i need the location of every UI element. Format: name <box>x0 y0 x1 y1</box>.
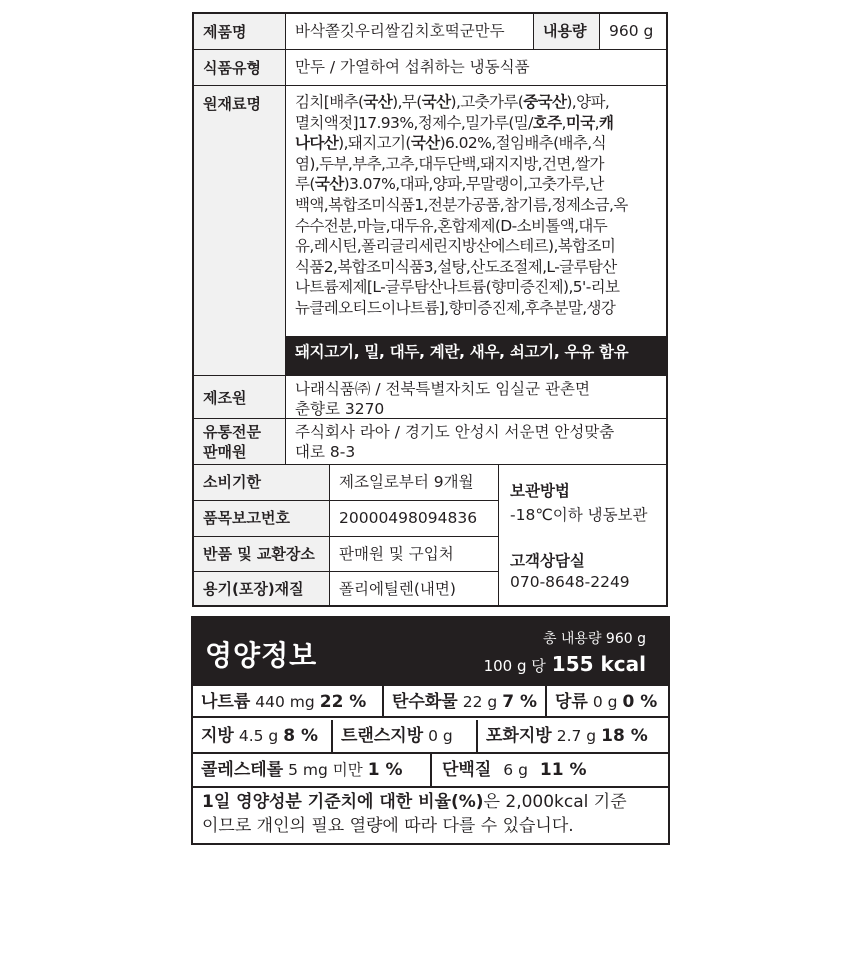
nutrient-amount: 4.5 g <box>238 727 279 745</box>
distributor-line: 대로 8-3 <box>295 443 356 461</box>
expiry-value: 제조일로부터 9개월 <box>339 473 474 491</box>
ingredients-line: 뉴클레오티드이나트륨],향미증진제,후추분말,생강 <box>295 298 616 317</box>
nutrient-name: 트랜스지방 <box>341 726 424 746</box>
nutrition-row <box>193 754 668 788</box>
nutrient-sugars <box>547 686 668 716</box>
nutrient-name: 단백질 <box>442 760 492 780</box>
nutrient-percent: 7 % <box>502 692 537 712</box>
nutrition-row <box>193 684 668 718</box>
nutrient-percent: 22 % <box>319 692 367 712</box>
manufacturer-line: 춘향로 3270 <box>295 400 385 418</box>
storage-value: -18℃이하 냉동보관 <box>510 506 648 524</box>
nutrient-name: 탄수화물 <box>392 692 458 712</box>
storage-label: 보관방법 <box>510 482 570 500</box>
food-type-value: 만두 / 가열하여 섭취하는 냉동식품 <box>295 58 530 76</box>
nutrient-percent: 11 % <box>539 760 587 780</box>
expiry-row <box>194 465 498 501</box>
manufacturer-row <box>194 376 666 419</box>
footnote-line: 이므로 개인의 필요 열량에 따라 다를 수 있습니다. <box>202 816 574 836</box>
nutrition-title: 영양정보 <box>205 639 318 672</box>
expiry-label: 소비기한 <box>194 465 330 500</box>
return-place-value: 판매원 및 구입처 <box>339 545 454 563</box>
nutrient-amount: 440 mg <box>255 693 315 711</box>
ingredients-line: 김치[배추(국산),무(국산),고춧가루(중국산),양파, <box>295 93 610 111</box>
nutrient-name: 지방 <box>201 726 234 746</box>
serving-size: 100 g 당 <box>483 657 546 675</box>
ingredients-line: 나트륨제제[L-글루탐산나트륨(향미증진제),5'-리보 <box>295 278 620 297</box>
distributor-row <box>194 419 666 465</box>
distributor-label-line: 판매원 <box>203 443 247 461</box>
food-type-label: 식품유형 <box>194 50 286 85</box>
storage-cs-block <box>498 465 666 605</box>
nutrient-percent: 8 % <box>283 726 319 746</box>
cs-phone: 070-8648-2249 <box>510 573 630 591</box>
packaging-row <box>194 572 498 605</box>
nutrient-amount: 2.7 g <box>556 727 597 745</box>
ingredients-line: 식품2,복합조미식품3,설탕,산도조절제,L-글루탐산 <box>295 257 617 276</box>
packaging-value: 폴리에틸렌(내면) <box>339 580 456 598</box>
report-no-row <box>194 501 498 537</box>
nutrient-percent: 1 % <box>367 760 403 780</box>
product-name-value: 바삭쫄깃우리쌀김치호떡군만두 <box>286 14 534 49</box>
manufacturer-label: 제조원 <box>194 376 286 418</box>
nutrition-facts <box>191 616 670 845</box>
food-type-row <box>194 50 666 86</box>
manufacturer-value <box>286 376 666 418</box>
nutrient-name: 나트륨 <box>201 692 251 712</box>
nutrient-name: 콜레스테롤 <box>201 760 284 780</box>
report-no-value: 20000498094836 <box>339 509 478 527</box>
nutrient-amount: 0 g <box>428 727 453 745</box>
product-name-label: 제품명 <box>194 14 286 49</box>
distributor-label <box>194 419 286 464</box>
allergen-label-spacer <box>194 336 286 375</box>
net-weight-label: 내용량 <box>534 14 600 49</box>
nutrient-name: 당류 <box>555 692 588 712</box>
return-place-row <box>194 537 498 572</box>
ingredients-line: 수수전분,마늘,대두유,혼합제제(D-소비톨액,대두 <box>295 216 608 235</box>
nutrient-amount: 0 g <box>592 693 618 711</box>
ingredients-label: 원재료명 <box>194 86 286 364</box>
ingredients-line: 유,레시틴,폴리글리세린지방산에스테르),복합조미 <box>295 237 616 256</box>
nutrient-amount: 5 mg 미만 <box>288 761 363 779</box>
return-place-label: 반품 및 교환장소 <box>194 537 330 571</box>
nutrient-fat <box>193 720 333 752</box>
packaging-label: 용기(포장)재질 <box>194 572 330 605</box>
net-weight-value: 960 g <box>609 22 654 40</box>
total-content: 총 내용량 960 g <box>542 631 646 647</box>
nutrient-amount: 6 g <box>503 761 528 779</box>
nutrient-protein <box>432 754 668 786</box>
nutrient-amount: 22 g <box>462 693 498 711</box>
distributor-label-line: 유통전문 <box>203 423 261 441</box>
ingredients-line: 백액,복합조미식품1,전분가공품,참기름,정제소금,옥 <box>295 195 628 214</box>
nutrient-cholesterol <box>193 754 432 786</box>
nutrition-footnote <box>202 790 627 838</box>
distributor-line: 주식회사 라아 / 경기도 안성시 서운면 안성맞춤 <box>295 423 615 441</box>
allergen-row <box>194 336 666 376</box>
nutrient-saturated-fat <box>478 720 668 752</box>
nutrient-trans-fat <box>333 720 478 752</box>
per-serving <box>484 652 646 676</box>
nutrient-percent: 0 % <box>622 692 658 712</box>
nutrient-percent: 18 % <box>601 726 648 746</box>
manufacturer-line: 나래식품㈜ / 전북특별자치도 임실군 관촌면 <box>295 380 590 398</box>
nutrient-name: 포화지방 <box>486 726 552 746</box>
product-info-table <box>192 12 668 607</box>
distributor-value <box>286 419 666 464</box>
nutrient-sodium <box>193 686 384 716</box>
ingredients-line: 루(국산)3.07%,대파,양파,무말랭이,고춧가루,난 <box>295 175 604 194</box>
ingredients-line: 멸치액젓]17.93%,정제수,밀가루(밀/호주,미국,캐 <box>295 113 614 132</box>
allergen-banner: 돼지고기, 밀, 대두, 계란, 새우, 쇠고기, 우유 함유 <box>286 336 666 375</box>
report-no-label: 품목보고번호 <box>194 501 330 536</box>
nutrition-header <box>193 618 668 684</box>
ingredients-row <box>194 86 666 365</box>
product-name-row <box>194 14 666 50</box>
footnote-text: 은 2,000kcal 기준 <box>483 792 627 812</box>
nutrient-carbohydrate <box>384 686 547 716</box>
cs-label: 고객상담실 <box>510 552 585 570</box>
ingredients-line: 염),두부,부추,고추,대두단백,돼지지방,건면,쌀가 <box>295 154 604 173</box>
footnote-bold: 1일 영양성분 기준치에 대한 비율(%) <box>202 792 484 812</box>
nutrition-row <box>193 720 668 754</box>
ingredients-line: 나다산),돼지고기(국산)6.02%,절임배추(배추,식 <box>295 134 606 153</box>
calories: 155 kcal <box>551 652 646 676</box>
